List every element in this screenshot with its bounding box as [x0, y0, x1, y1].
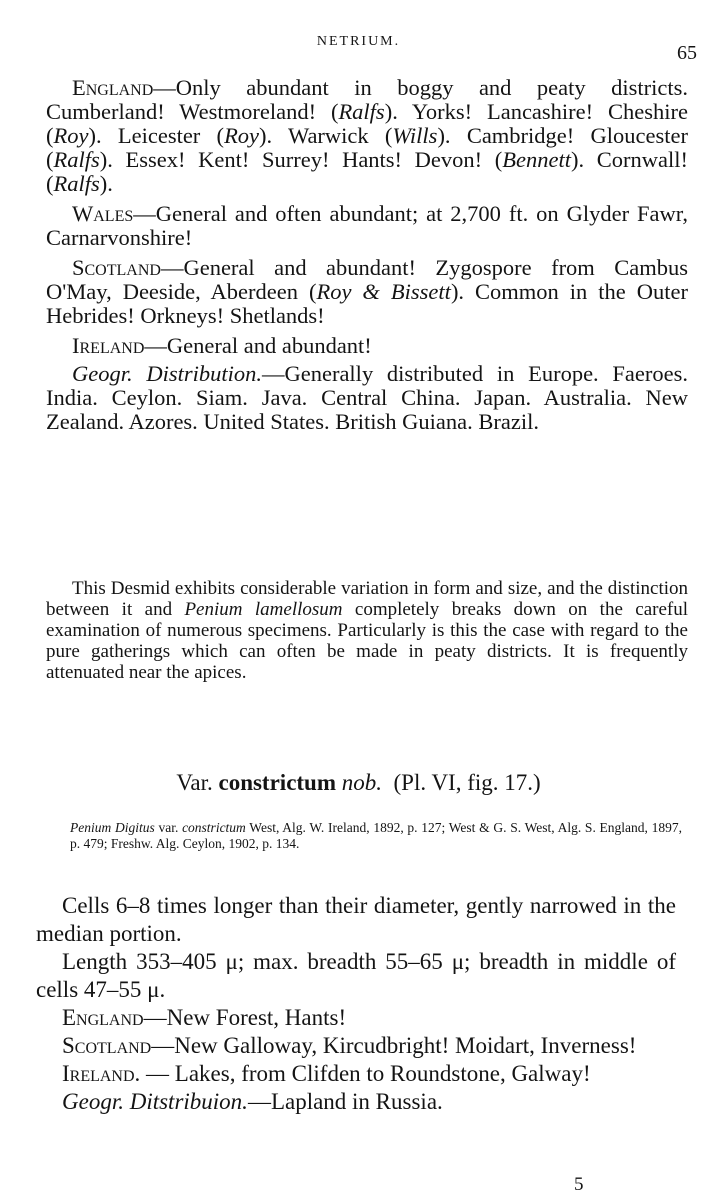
england-paragraph: England—Only abundant in boggy and peaty districts. Cumberland! Westmoreland! (Ralfs). Yorks! Lancashire! Cheshire (Roy). Leicester (Roy). Warwick (Wills). Cambridge! Gloucester (Ralfs). Essex! Kent! Surrey! Hants! Devon! (Bennett). Cornwall! (Ralfs).	[46, 75, 688, 196]
wales-label: Wales	[72, 201, 134, 226]
distribution-section	[46, 76, 688, 434]
running-title: NETRIUM.	[316, 34, 401, 49]
geographic-distribution-paragraph: Geogr. Distribution.—Generally distributed in Europe. Faeroes. India. Ceylon. Siam. Java. Central China. Japan. Australia. New Zealand. Azores. United States. British Guiana. Brazil.	[46, 361, 688, 434]
plate-reference: (Pl. VI, fig. 17.)	[393, 770, 541, 795]
england-label: England	[72, 75, 154, 100]
ireland-paragraph: Ireland—General and abundant!	[72, 333, 372, 358]
remark-section	[46, 578, 688, 683]
variety-scotland: Scotland—New Galloway, Kircudbright! Moidart, Inverness!	[62, 1033, 637, 1058]
variety-geographic: Geogr. Ditstribuion.—Lapland in Russia.	[62, 1089, 443, 1114]
scotland-paragraph: Scotland—General and abundant! Zygospore from Cambus O'May, Deeside, Aberdeen (Roy & Bissett). Common in the Outer Hebrides! Orkneys! Shetlands!	[46, 255, 688, 328]
signature-mark: 5	[574, 1174, 584, 1195]
synonymy: Penium Digitus var. constrictum West, Alg. W. Ireland, 1892, p. 127; West & G. S. West, Alg. S. England, 1897, p. 479; Freshw. Alg. Ceylon, 1902, p. 134.	[70, 820, 682, 851]
wales-paragraph: Wales—General and often abundant; at 2,700 ft. on Glyder Fawr, Carnarvonshire!	[46, 201, 688, 250]
variety-description	[36, 892, 676, 1116]
geographic-label: Geogr. Distribution.	[72, 361, 262, 386]
scotland-label: Scotland	[72, 255, 161, 280]
variety-england: England—New Forest, Hants!	[62, 1005, 347, 1030]
variety-ireland: Ireland. — Lakes, from Clifden to Roundstone, Galway!	[62, 1061, 591, 1086]
ireland-label: Ireland	[72, 333, 145, 358]
remark-paragraph: This Desmid exhibits considerable variation in form and size, and the distinction between it and Penium lamellosum completely breaks down on the careful examination of numerous specimens. Particularly is this the case with regard to the pure gatherings which can often be made in peaty districts. It is frequently attenuated near the apices.	[46, 578, 688, 683]
variety-name: constrictum	[218, 770, 337, 795]
page-number: 65	[677, 42, 697, 64]
variety-heading: Var. constrictum nob. (Pl. VI, fig. 17.)	[176, 770, 541, 795]
cells-description: Cells 6–8 times longer than their diameter, gently narrowed in the median portion.	[36, 893, 676, 946]
dimensions-description: Length 353–405 μ; max. breadth 55–65 μ; breadth in middle of cells 47–55 μ.	[36, 949, 676, 1002]
